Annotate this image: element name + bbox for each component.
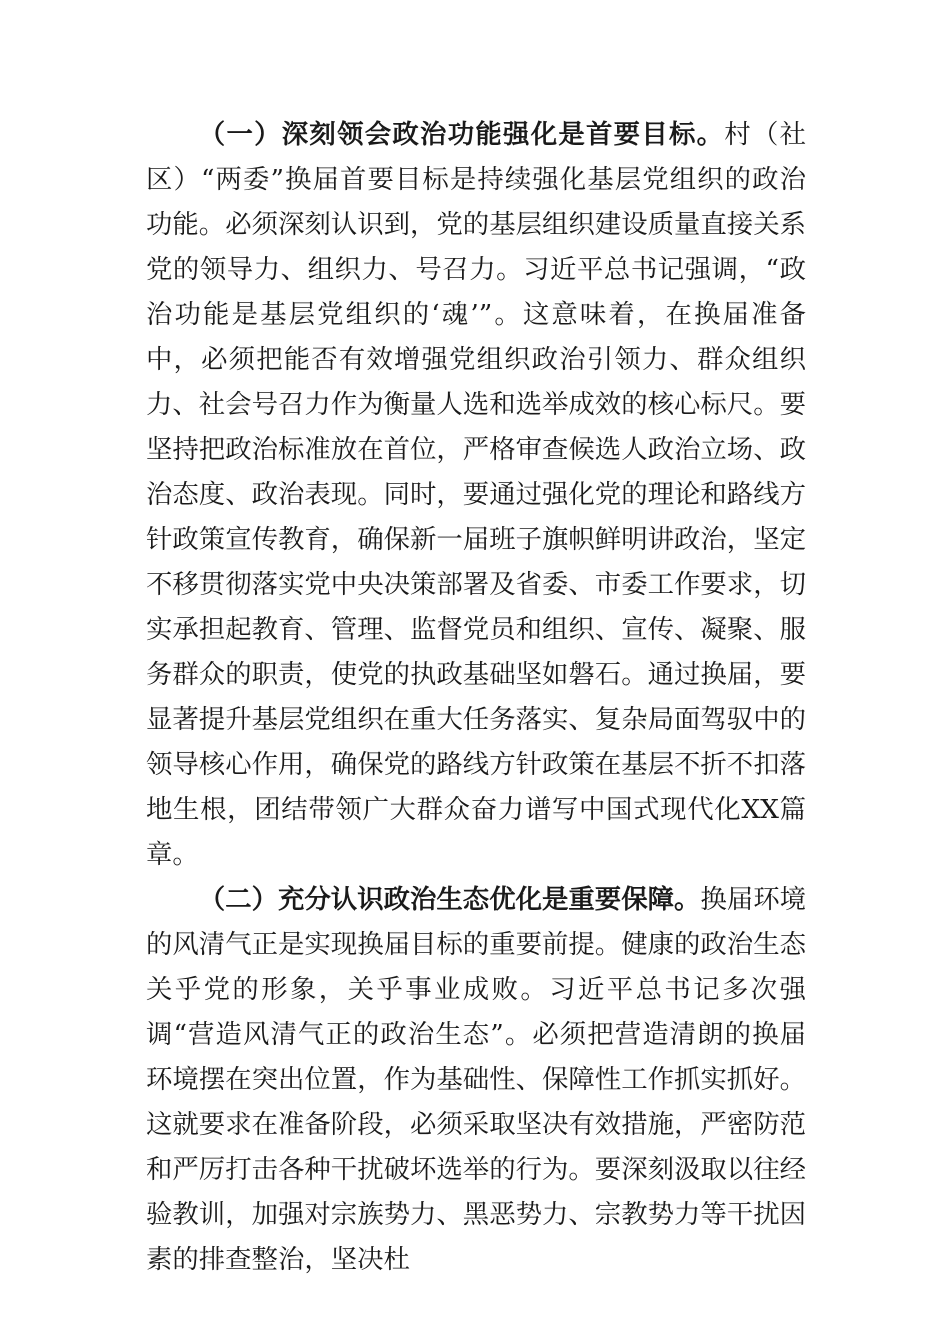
paragraph-2-heading: （二）充分认识政治生态优化是重要保障。	[198, 884, 701, 915]
paragraph-1-heading: （一）深刻领会政治功能强化是首要目标。	[198, 119, 725, 150]
paragraph-2-body: 换届环境的风清气正是实现换届目标的重要前提。健康的政治生态关乎党的形象，关乎事业成败。习近平总书记多次强调“营造风清气正的政治生态”。必须把营造清朗的换届环境摆在突出位置，作为基础性、保障性工作抓实抓好。这就要求在准备阶段，必须采取坚决有效措施，严密防范和严厉打击各种干扰破坏选举的行为。要深刻汲取以往经验教训，加强对宗族势力、黑恶势力、宗教势力等干扰因素的排查整治，坚决杜	[146, 884, 806, 1275]
document-page	[146, 112, 806, 1282]
paragraph-1-body: 村（社区）“两委”换届首要目标是持续强化基层党组织的政治功能。必须深刻认识到，党的基层组织建设质量直接关系党的领导力、组织力、号召力。习近平总书记强调，“政治功能是基层党组织的‘魂’”。这意味着，在换届准备中，必须把能否有效增强党组织政治引领力、群众组织力、社会号召力作为衡量人选和选举成效的核心标尺。要坚持把政治标准放在首位，严格审查候选人政治立场、政治态度、政治表现。同时，要通过强化党的理论和路线方针政策宣传教育，确保新一届班子旗帜鲜明讲政治，坚定不移贯彻落实党中央决策部署及省委、市委工作要求，切实承担起教育、管理、监督党员和组织、宣传、凝聚、服务群众的职责，使党的执政基础坚如磐石。通过换届，要显著提升基层党组织在重大任务落实、复杂局面驾驭中的领导核心作用，确保党的路线方针政策在基层不折不扣落地生根，团结带领广大群众奋力谱写中国式现代化XX篇章。	[146, 119, 807, 870]
paragraph-1	[146, 112, 806, 877]
paragraph-2	[146, 877, 806, 1282]
